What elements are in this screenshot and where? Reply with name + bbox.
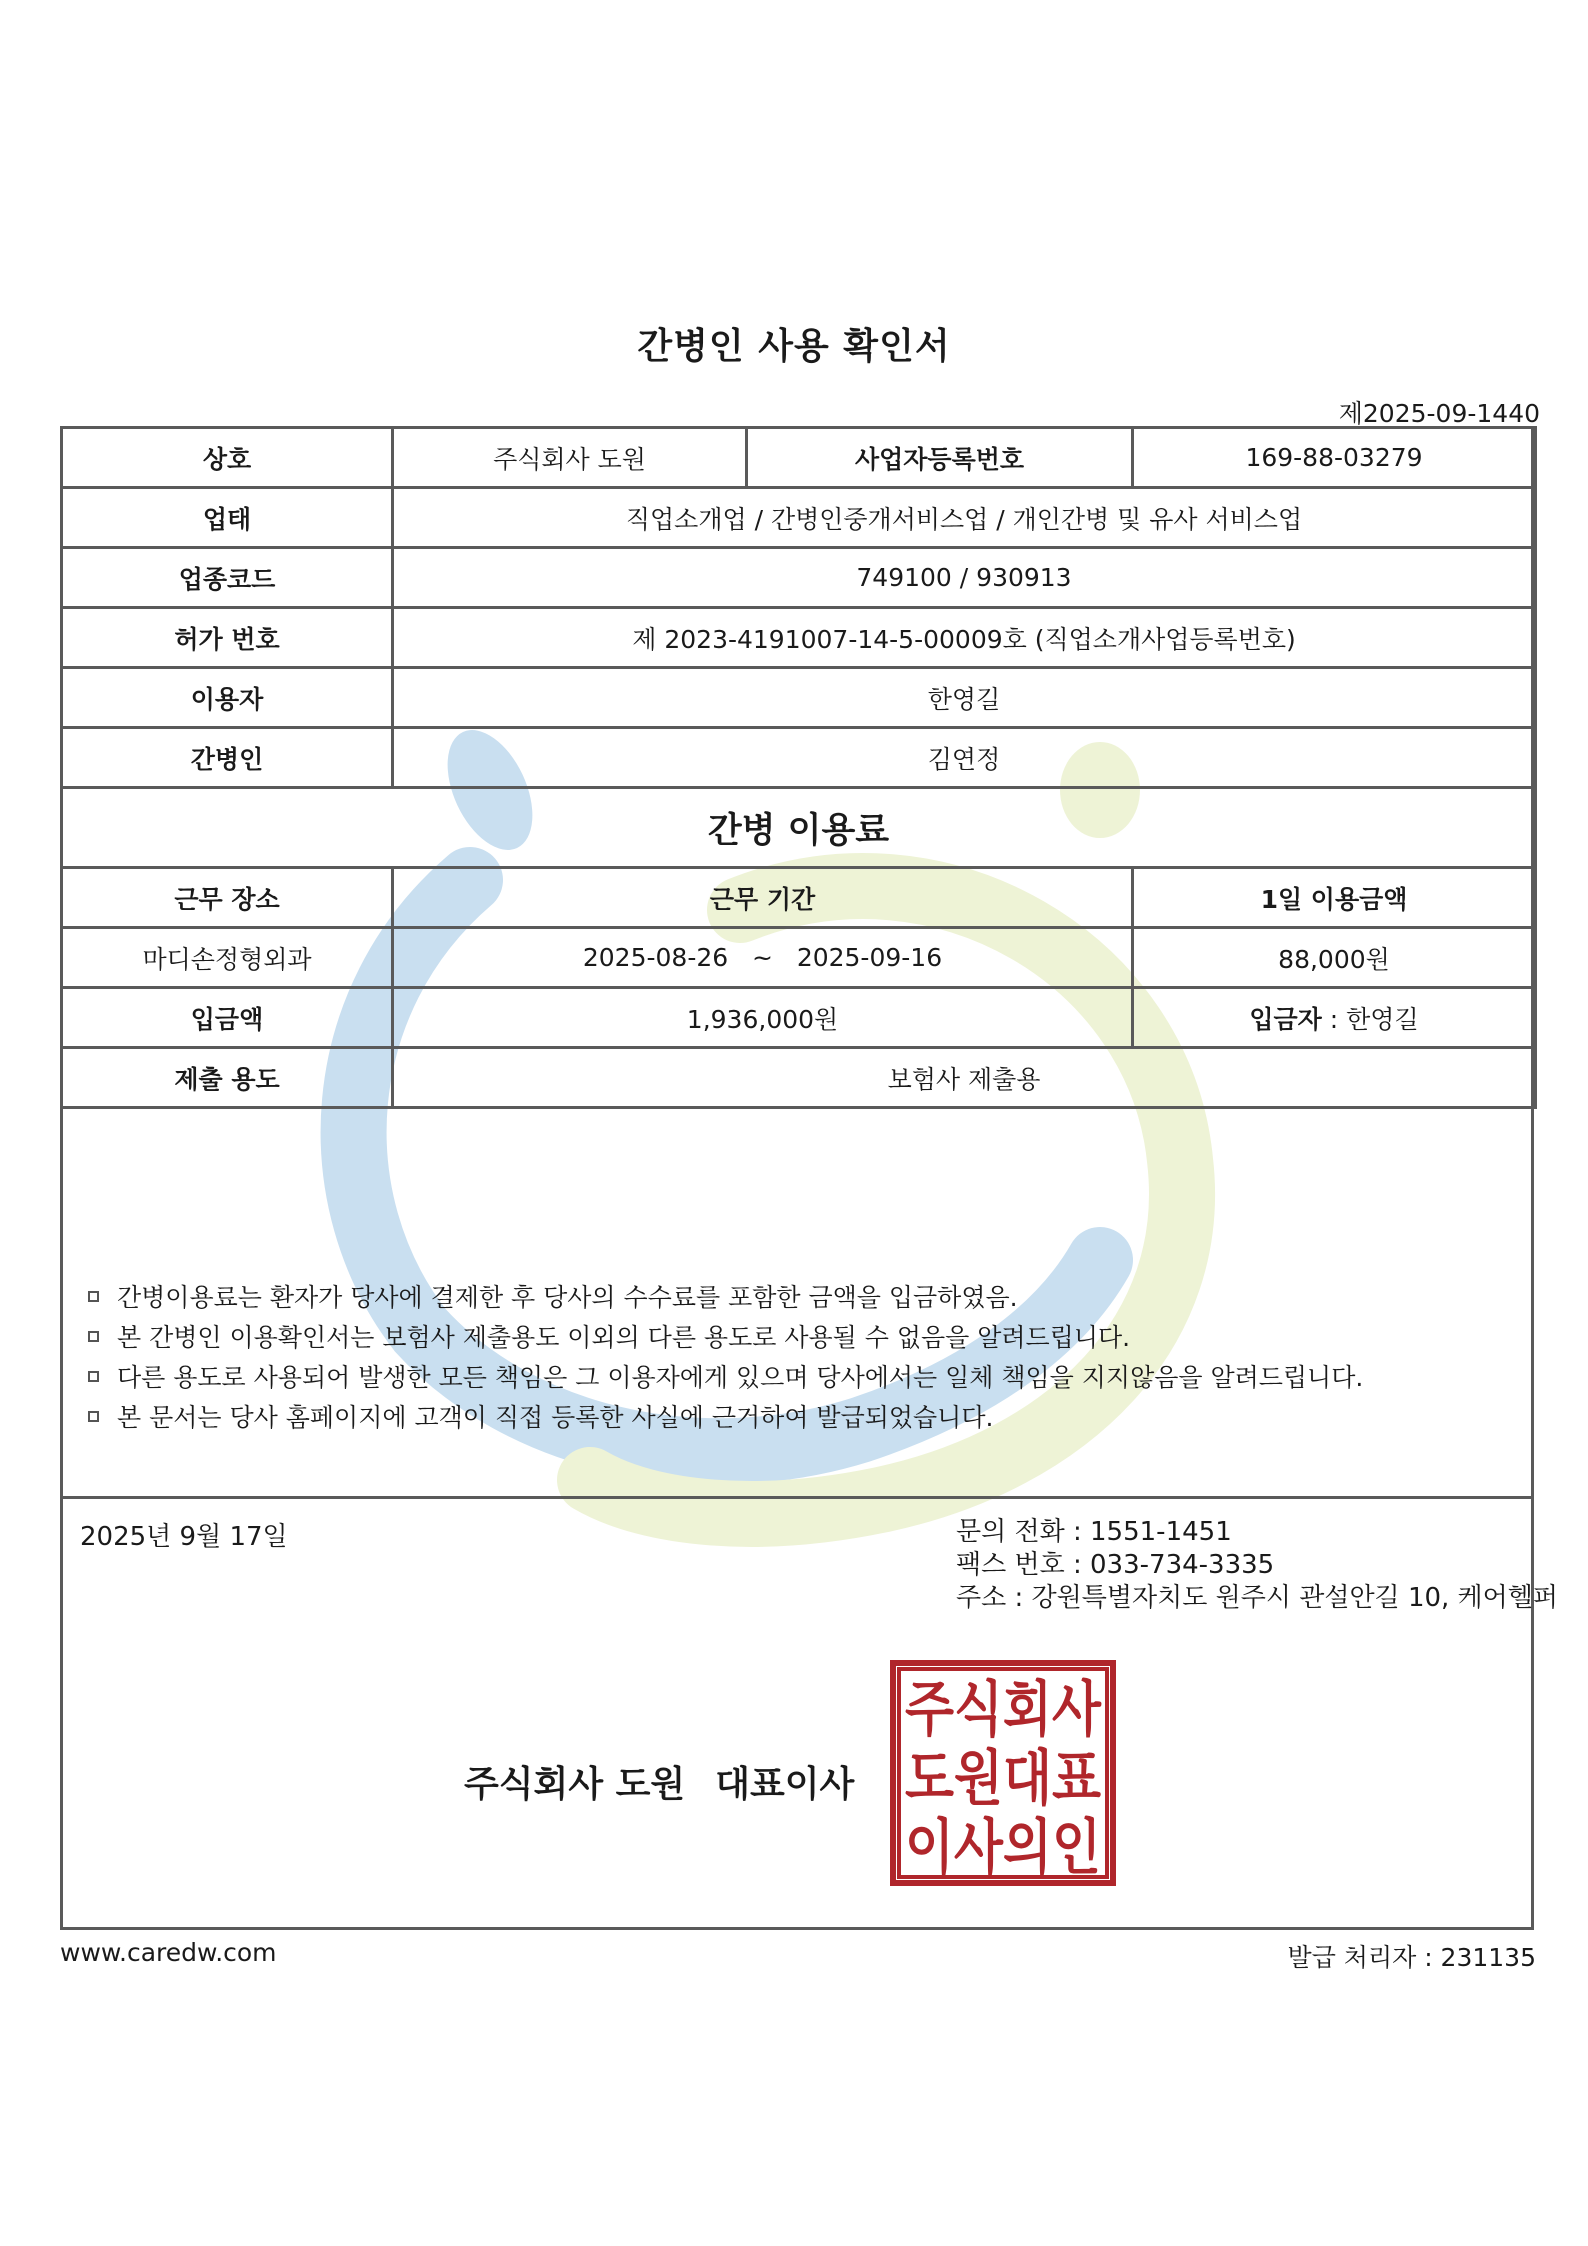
table-row [62, 788, 1536, 868]
caregiver-value: 김연정 [393, 728, 1536, 788]
period-separator: ~ [752, 943, 773, 972]
footer-divider [60, 1496, 1534, 1499]
period-start: 2025-08-26 [582, 943, 729, 972]
table-row [62, 928, 1536, 988]
table-row [62, 868, 1536, 928]
code-value: 749100 / 930913 [393, 548, 1536, 608]
purpose-value: 보험사 제출용 [393, 1048, 1536, 1108]
note-text: 본 간병인 이용확인서는 보험사 제출용도 이외의 다른 용도로 사용될 수 없음을 알려드립니다. [117, 1323, 1131, 1352]
deposit-value: 1,936,000원 [393, 988, 1133, 1048]
place-label: 근무 장소 [62, 868, 393, 928]
list-item [88, 1398, 1363, 1438]
user-value: 한영길 [393, 668, 1536, 728]
company-seal [890, 1660, 1116, 1886]
purpose-label: 제출 용도 [62, 1048, 393, 1108]
period-label: 근무 기간 [393, 868, 1133, 928]
place-value: 마디손정형외과 [62, 928, 393, 988]
user-label: 이용자 [62, 668, 393, 728]
table-row [62, 728, 1536, 788]
list-item [88, 1358, 1363, 1398]
signer-title: 대표이사 [715, 1764, 855, 1805]
note-text: 본 문서는 당사 홈페이지에 고객이 직접 등록한 사실에 근거하여 발급되었습니다. [117, 1403, 994, 1432]
company-label: 상호 [62, 428, 393, 488]
depositor-cell [1133, 988, 1536, 1048]
daily-value: 88,000원 [1133, 928, 1536, 988]
table-row [62, 988, 1536, 1048]
table-row [62, 548, 1536, 608]
table-row [62, 668, 1536, 728]
seal-line-1: 주식회사 [905, 1675, 1102, 1745]
depositor-separator: : [1321, 1004, 1347, 1034]
issuer-id: 발급 처리자 : 231135 [1287, 1943, 1536, 1972]
deposit-label: 입금액 [62, 988, 393, 1048]
company-value: 주식회사 도원 [393, 428, 747, 488]
depositor-value: 한영길 [1346, 1004, 1419, 1034]
bizno-value: 169-88-03279 [1133, 428, 1536, 488]
permit-value: 제 2023-4191007-14-5-00009호 (직업소개사업등록번호) [393, 608, 1536, 668]
contact-fax: 팩스 번호 : 033-734-3335 [956, 1550, 1275, 1580]
seal-line-2: 도원대표 [905, 1744, 1102, 1814]
square-bullet-icon [88, 1291, 99, 1302]
bizno-label: 사업자등록번호 [747, 428, 1133, 488]
contact-address: 주소 : 강원특별자치도 원주시 관설안길 10, 케어헬퍼 [956, 1583, 1559, 1613]
biztype-value: 직업소개업 / 간병인중개서비스업 / 개인간병 및 유사 서비스업 [393, 488, 1536, 548]
issue-date: 2025년 9월 17일 [80, 1522, 288, 1552]
document-number: 제2025-09-1440 [1338, 399, 1540, 428]
notes-list [88, 1278, 1363, 1438]
info-table [60, 426, 1537, 1109]
note-text: 다른 용도로 사용되어 발생한 모든 책임은 그 이용자에게 있으며 당사에서는 일체 책임을 지지않음을 알려드립니다. [117, 1363, 1364, 1392]
square-bullet-icon [88, 1331, 99, 1342]
table-row [62, 1048, 1536, 1108]
caregiver-label: 간병인 [62, 728, 393, 788]
table-row [62, 428, 1536, 488]
biztype-label: 업태 [62, 488, 393, 548]
list-item [88, 1278, 1363, 1318]
daily-label: 1일 이용금액 [1133, 868, 1536, 928]
table-row [62, 488, 1536, 548]
fee-section-title: 간병 이용료 [62, 788, 1536, 868]
period-value [393, 928, 1133, 988]
document-title: 간병인 사용 확인서 [637, 326, 951, 367]
code-label: 업종코드 [62, 548, 393, 608]
square-bullet-icon [88, 1371, 99, 1382]
depositor-label: 입금자 [1249, 1004, 1322, 1034]
seal-line-3: 이사의인 [905, 1813, 1101, 1883]
permit-label: 허가 번호 [62, 608, 393, 668]
website-link[interactable]: www.caredw.com [60, 1938, 277, 1967]
contact-info [956, 1516, 1558, 1615]
period-end: 2025-09-16 [796, 943, 943, 972]
contact-phone: 문의 전화 : 1551-1451 [956, 1517, 1232, 1547]
signer [464, 1756, 854, 1807]
square-bullet-icon [88, 1411, 99, 1422]
list-item [88, 1318, 1363, 1358]
signer-company: 주식회사 도원 [464, 1764, 686, 1805]
table-row [62, 608, 1536, 668]
note-text: 간병이용료는 환자가 당사에 결제한 후 당사의 수수료를 포함한 금액을 입금하였음. [117, 1283, 1018, 1312]
